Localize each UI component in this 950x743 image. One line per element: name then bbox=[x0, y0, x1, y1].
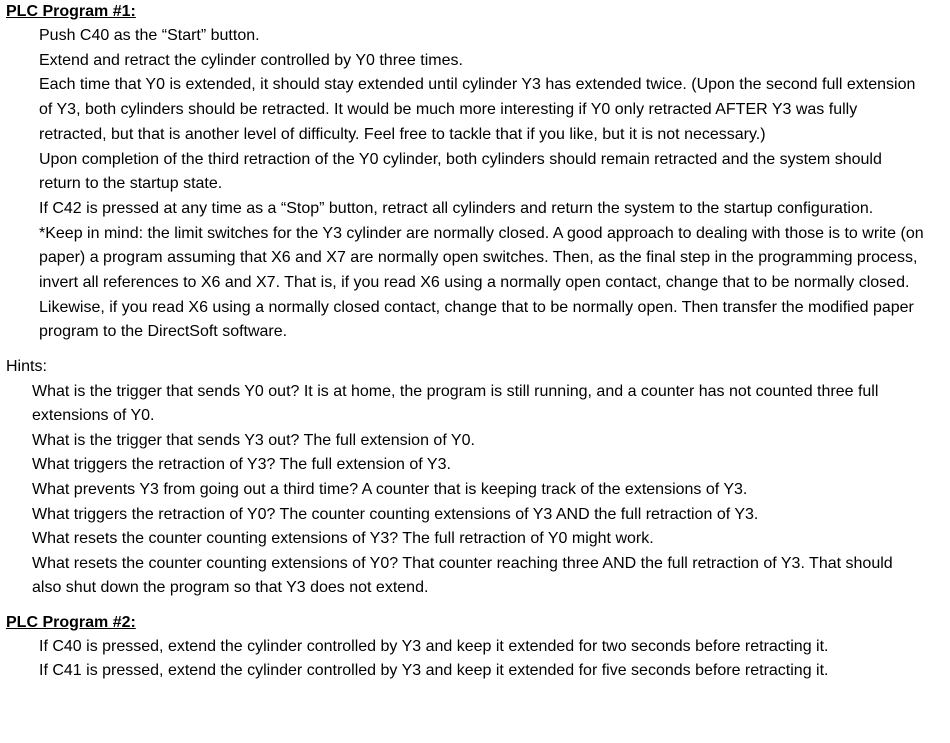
program2-paragraph: If C40 is pressed, extend the cylinder controlled by Y3 and keep it extended for two seconds before retracting it. bbox=[39, 637, 829, 655]
program1-paragraph: If C42 is pressed at any time as a “Stop” button, retract all cylinders and return the system to the startup configuration. bbox=[39, 199, 874, 217]
program1-paragraph: Upon completion of the third retraction of the Y0 cylinder, both cylinders should remain retracted and the system should return to the startup state. bbox=[39, 150, 882, 193]
program2-section bbox=[0, 611, 950, 684]
program2-paragraphs bbox=[0, 635, 950, 684]
program1-paragraph: Extend and retract the cylinder controlled by Y0 three times. bbox=[39, 51, 463, 69]
hint-item: What resets the counter counting extensions of Y0? That counter reaching three AND the full retraction of Y3. That should also shut down the program so that Y3 does not extend. bbox=[32, 554, 893, 597]
program1-paragraph: Push C40 as the “Start” button. bbox=[39, 27, 260, 44]
hint-item: What resets the counter counting extensions of Y3? The full retraction of Y0 might work. bbox=[32, 530, 654, 548]
hints-section bbox=[0, 355, 950, 601]
program1-section bbox=[0, 0, 950, 345]
hint-item: What is the trigger that sends Y3 out? The full extension of Y0. bbox=[32, 431, 475, 449]
hint-item: What is the trigger that sends Y0 out? It is at home, the program is still running, and a counter has not counted three full extensions of Y0. bbox=[32, 382, 879, 425]
program1-paragraph: *Keep in mind: the limit switches for the Y3 cylinder are normally closed. A good approach to dealing with those is to write (on paper) a program assuming that X6 and X7 are normally open switches. Then, as the final step in the programming process, invert all references to X6 and X7. That is, if you read X6 using a normally open contact, change that to be normally closed. Likewise, if you read X6 using a normally closed contact, change that to be normally open. Then transfer the modified paper program to the DirectSoft software. bbox=[39, 224, 924, 341]
program2-heading: PLC Program #2: bbox=[6, 613, 136, 631]
section-spacer bbox=[0, 601, 950, 611]
hint-item: What prevents Y3 from going out a third time? A counter that is keeping track of the extensions of Y3. bbox=[32, 481, 748, 499]
program1-paragraph: Each time that Y0 is extended, it should stay extended until cylinder Y3 has extended twice. (Upon the second full extension of Y3, both cylinders should be retracted. It would be much more interesting if Y0 only retracted AFTER Y3 was fully retracted, but that is another level of difficulty. Feel free to tackle that if you like, but it is not necessary.) bbox=[39, 76, 916, 143]
program2-paragraph: If C41 is pressed, extend the cylinder controlled by Y3 and keep it extended for five seconds before retracting it. bbox=[39, 662, 829, 680]
program1-heading: PLC Program #1: bbox=[6, 3, 136, 20]
hints-label: Hints: bbox=[6, 358, 47, 376]
hints-list bbox=[0, 380, 950, 601]
hint-item: What triggers the retraction of Y0? The counter counting extensions of Y3 AND the full retraction of Y3. bbox=[32, 505, 759, 523]
hint-item: What triggers the retraction of Y3? The full extension of Y3. bbox=[32, 456, 451, 474]
program1-paragraphs bbox=[0, 24, 950, 345]
